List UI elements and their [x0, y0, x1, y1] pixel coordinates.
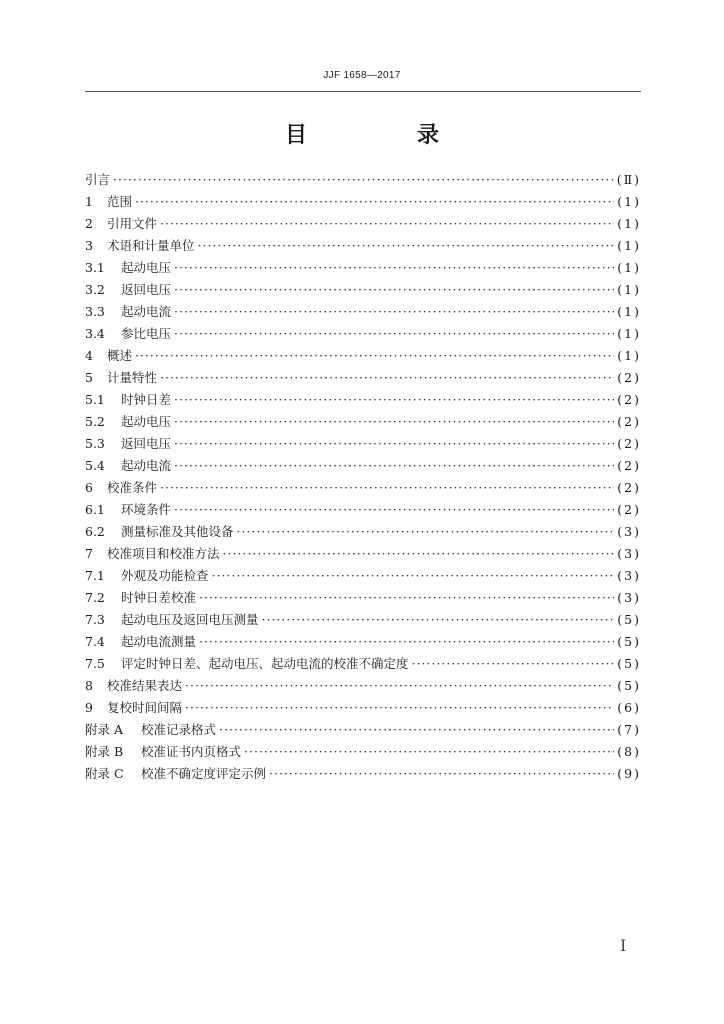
toc-leader-dots [185, 675, 614, 697]
toc-entry-label: 概述 [107, 348, 133, 363]
toc-entry-label: 返回电压 [121, 436, 172, 451]
toc-entry-page: (1) [617, 282, 641, 297]
toc-entry-label: 外观及功能检查 [121, 568, 209, 583]
toc-leader-dots [160, 477, 614, 499]
toc-entry-page: (1) [617, 260, 641, 275]
toc-leader-dots [185, 697, 614, 719]
toc-entry-page: (2) [617, 502, 641, 517]
toc-entry [85, 631, 641, 653]
toc-entry [85, 499, 641, 521]
toc-leader-dots [174, 301, 614, 323]
toc-leader-dots [237, 521, 615, 543]
toc-entry-page: (8) [617, 744, 641, 759]
toc-entry [85, 367, 641, 389]
toc-leader-dots [198, 235, 615, 257]
toc-entry [85, 323, 641, 345]
toc-entry-label: 环境条件 [121, 502, 172, 517]
toc-entry-page: (3) [617, 590, 641, 605]
toc-entry-label: 评定时钟日差、起动电压、起动电流的校准不确定度 [121, 656, 409, 671]
toc-entry [85, 609, 641, 631]
page-number: Ⅰ [620, 936, 627, 955]
toc-entry [85, 345, 641, 367]
toc-entry-page: (3) [617, 524, 641, 539]
toc-entry-number: 4 [85, 348, 93, 363]
toc-entry-label: 时钟日差校准 [121, 590, 197, 605]
toc-entry [85, 433, 641, 455]
toc-entry-label: 起动电流 [121, 304, 172, 319]
toc-entry [85, 279, 641, 301]
toc-entry-label: 术语和计量单位 [107, 238, 195, 253]
toc-entry [85, 521, 641, 543]
toc-entry-number: 3.3 [85, 304, 105, 319]
toc-entry-page: (2) [617, 436, 641, 451]
table-of-contents [85, 169, 641, 785]
toc-entry-label: 校准证书内页格式 [141, 744, 242, 759]
toc-leader-dots [160, 367, 614, 389]
toc-leader-dots [174, 411, 614, 433]
toc-entry-number: 3.4 [85, 326, 105, 341]
toc-entry [85, 565, 641, 587]
toc-leader-dots [412, 653, 615, 675]
toc-entry-page: (7) [617, 722, 641, 737]
toc-leader-dots [113, 169, 614, 191]
toc-entry-number: 7 [85, 546, 93, 561]
toc-entry-label: 起动电压及返回电压测量 [121, 612, 259, 627]
toc-entry-page: (3) [617, 546, 641, 561]
toc-entry-page: (2) [617, 370, 641, 385]
toc-entry-number: 7.2 [85, 590, 105, 605]
toc-entry-label: 校准项目和校准方法 [107, 546, 220, 561]
toc-entry [85, 477, 641, 499]
toc-entry [85, 213, 641, 235]
toc-entry-label: 起动电压 [121, 414, 172, 429]
toc-leader-dots [135, 345, 614, 367]
toc-entry-page: (2) [617, 392, 641, 407]
toc-entry [85, 235, 641, 257]
toc-entry-label: 起动电流 [121, 458, 172, 473]
page-title: 目 录 [284, 122, 483, 148]
toc-leader-dots [160, 213, 614, 235]
toc-entry-page: (9) [617, 766, 641, 781]
toc-entry-number: 7.1 [85, 568, 105, 583]
toc-leader-dots [262, 609, 615, 631]
toc-leader-dots [174, 257, 614, 279]
toc-entry-label: 时钟日差 [121, 392, 172, 407]
toc-entry [85, 389, 641, 411]
toc-entry-number: 9 [85, 700, 93, 715]
toc-entry-page: (3) [617, 568, 641, 583]
toc-leader-dots [174, 499, 614, 521]
toc-entry-number: 6.1 [85, 502, 105, 517]
toc-entry-label: 计量特性 [107, 370, 158, 385]
toc-entry-label: 起动电流测量 [121, 634, 197, 649]
toc-entry-number: 附录 A [85, 722, 124, 737]
toc-leader-dots [135, 191, 614, 213]
toc-leader-dots [174, 433, 614, 455]
toc-entry-number: 3.1 [85, 260, 105, 275]
toc-entry [85, 587, 641, 609]
toc-entry-number: 1 [85, 194, 93, 209]
toc-entry [85, 763, 641, 785]
toc-entry-page: (Ⅱ) [616, 172, 641, 187]
toc-entry-number: 7.5 [85, 656, 105, 671]
toc-leader-dots [244, 741, 614, 763]
toc-entry-label: 范围 [107, 194, 133, 209]
toc-leader-dots [199, 631, 614, 653]
toc-entry-label: 校准不确定度评定示例 [141, 766, 267, 781]
toc-entry-label: 校准条件 [107, 480, 158, 495]
toc-entry-label: 起动电压 [121, 260, 172, 275]
toc-entry-number: 8 [85, 678, 93, 693]
toc-entry-label: 参比电压 [121, 326, 172, 341]
toc-leader-dots [223, 543, 615, 565]
toc-entry-number: 7.3 [85, 612, 105, 627]
toc-entry-page: (1) [617, 194, 641, 209]
header-rule [85, 91, 641, 92]
running-header: JJF 1658—2017 [323, 70, 401, 81]
toc-entry-number: 3.2 [85, 282, 105, 297]
toc-entry-number: 5 [85, 370, 93, 385]
toc-leader-dots [199, 587, 614, 609]
toc-entry-number: 6 [85, 480, 93, 495]
toc-entry [85, 543, 641, 565]
toc-entry-number: 附录 B [85, 744, 124, 759]
toc-entry-number: 5.3 [85, 436, 105, 451]
toc-entry-label: 测量标准及其他设备 [121, 524, 234, 539]
toc-entry [85, 719, 641, 741]
toc-entry-label: 校准记录格式 [141, 722, 217, 737]
toc-entry-number: 5.4 [85, 458, 105, 473]
toc-entry-number: 5.2 [85, 414, 105, 429]
toc-leader-dots [212, 565, 615, 587]
toc-entry [85, 169, 641, 191]
toc-entry [85, 191, 641, 213]
toc-entry-page: (5) [617, 634, 641, 649]
toc-entry-number: 6.2 [85, 524, 105, 539]
toc-leader-dots [174, 389, 614, 411]
toc-entry-page: (1) [617, 238, 641, 253]
toc-entry-page: (2) [617, 414, 641, 429]
toc-entry-number: 3 [85, 238, 93, 253]
toc-entry-page: (1) [617, 348, 641, 363]
toc-entry-page: (6) [617, 700, 641, 715]
toc-entry-label: 引用文件 [107, 216, 158, 231]
toc-leader-dots [219, 719, 614, 741]
toc-entry [85, 257, 641, 279]
toc-entry-label: 返回电压 [121, 282, 172, 297]
toc-entry-page: (1) [617, 326, 641, 341]
toc-entry-label: 引言 [85, 172, 111, 187]
toc-entry-label: 校准结果表达 [107, 678, 183, 693]
toc-entry-page: (5) [617, 678, 641, 693]
toc-entry-page: (1) [617, 216, 641, 231]
toc-entry-page: (2) [617, 458, 641, 473]
toc-leader-dots [269, 763, 614, 785]
toc-leader-dots [174, 455, 614, 477]
toc-entry [85, 411, 641, 433]
toc-entry [85, 653, 641, 675]
toc-leader-dots [174, 323, 614, 345]
toc-entry [85, 675, 641, 697]
toc-entry-page: (1) [617, 304, 641, 319]
toc-entry [85, 301, 641, 323]
toc-entry-label: 复校时间间隔 [107, 700, 183, 715]
toc-entry [85, 741, 641, 763]
toc-entry-page: (5) [617, 656, 641, 671]
toc-entry [85, 455, 641, 477]
toc-entry [85, 697, 641, 719]
toc-entry-number: 5.1 [85, 392, 105, 407]
toc-entry-number: 2 [85, 216, 93, 231]
toc-entry-page: (2) [617, 480, 641, 495]
toc-entry-number: 附录 C [85, 766, 124, 781]
toc-entry-page: (5) [617, 612, 641, 627]
toc-entry-number: 7.4 [85, 634, 105, 649]
toc-leader-dots [174, 279, 614, 301]
